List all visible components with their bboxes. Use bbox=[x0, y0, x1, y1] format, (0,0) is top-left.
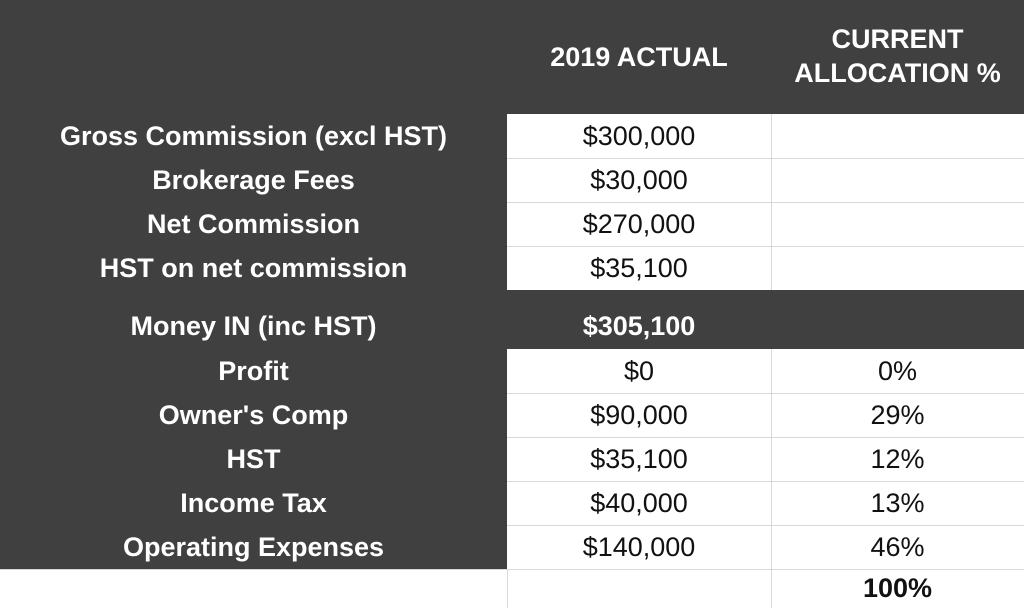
row-label bbox=[0, 349, 507, 393]
row-allocation-text: 13% bbox=[870, 487, 925, 518]
row-actual-text: $35,100 bbox=[590, 252, 688, 283]
row-actual-text: $40,000 bbox=[590, 487, 688, 518]
row-actual bbox=[507, 393, 771, 437]
grid-line bbox=[507, 525, 1024, 526]
row-allocation-text: 29% bbox=[870, 399, 925, 430]
row-allocation bbox=[771, 114, 1024, 158]
row-actual bbox=[507, 158, 771, 202]
header-current-text: CURRENT bbox=[831, 24, 964, 55]
header-current-allocation bbox=[771, 0, 1024, 114]
row-allocation bbox=[771, 158, 1024, 202]
row-actual bbox=[507, 114, 771, 158]
grid-line bbox=[507, 569, 508, 608]
row-label bbox=[0, 202, 507, 246]
row-label-text: Gross Commission (excl HST) bbox=[59, 120, 448, 151]
grid-line bbox=[507, 393, 1024, 394]
row-allocation bbox=[771, 202, 1024, 246]
grid-line bbox=[507, 202, 1024, 203]
row-label-text: Net Commission bbox=[146, 208, 361, 239]
row-label-text: Income Tax bbox=[180, 487, 327, 518]
row-label bbox=[0, 114, 507, 158]
total-actual-cell bbox=[507, 569, 771, 608]
row-actual-text: $35,100 bbox=[590, 443, 688, 474]
row-allocation bbox=[771, 349, 1024, 393]
row-actual bbox=[507, 246, 771, 290]
row-allocation-text: 46% bbox=[870, 531, 925, 562]
row-actual-text: $0 bbox=[623, 355, 655, 386]
row-allocation-text: 0% bbox=[877, 355, 918, 386]
row-actual-text: $140,000 bbox=[582, 531, 696, 562]
header-2019-actual-text: 2019 ACTUAL bbox=[550, 41, 728, 72]
row-allocation bbox=[771, 481, 1024, 525]
row-label-text: Brokerage Fees bbox=[152, 164, 355, 195]
row-allocation bbox=[771, 246, 1024, 290]
grid-line bbox=[507, 481, 1024, 482]
row-label-text: Owner's Comp bbox=[158, 399, 349, 430]
grid-line bbox=[507, 437, 1024, 438]
row-allocation bbox=[771, 525, 1024, 569]
row-actual bbox=[507, 437, 771, 481]
header-label-cell bbox=[0, 0, 507, 114]
grid-line bbox=[507, 246, 1024, 247]
grid-line bbox=[507, 158, 1024, 159]
row-actual bbox=[507, 481, 771, 525]
money-in-label bbox=[0, 303, 507, 349]
money-in-actual-text: $305,100 bbox=[582, 310, 696, 341]
row-label bbox=[0, 393, 507, 437]
total-allocation-text: 100% bbox=[862, 573, 933, 604]
row-allocation-text: 12% bbox=[870, 443, 925, 474]
header-2019-actual bbox=[507, 0, 771, 114]
header-allocation-text: ALLOCATION % bbox=[794, 58, 1001, 88]
row-actual-text: $300,000 bbox=[582, 120, 696, 151]
row-label bbox=[0, 437, 507, 481]
row-label bbox=[0, 246, 507, 290]
row-actual-text: $90,000 bbox=[590, 399, 688, 430]
row-actual bbox=[507, 202, 771, 246]
grid-line bbox=[0, 569, 1024, 570]
total-allocation bbox=[771, 569, 1024, 608]
row-label-text: Profit bbox=[218, 355, 289, 386]
row-actual-text: $30,000 bbox=[590, 164, 688, 195]
row-label-text: HST on net commission bbox=[99, 252, 408, 283]
total-label-cell bbox=[0, 569, 507, 608]
row-label bbox=[0, 525, 507, 569]
row-label bbox=[0, 481, 507, 525]
row-allocation bbox=[771, 437, 1024, 481]
row-actual bbox=[507, 349, 771, 393]
row-label bbox=[0, 158, 507, 202]
money-in-label-text: Money IN (inc HST) bbox=[130, 310, 377, 341]
row-actual-text: $270,000 bbox=[582, 208, 696, 239]
row-actual bbox=[507, 525, 771, 569]
row-label-text: HST bbox=[226, 443, 281, 474]
row-label-text: Operating Expenses bbox=[122, 531, 385, 562]
row-allocation bbox=[771, 393, 1024, 437]
money-in-actual bbox=[507, 303, 771, 349]
